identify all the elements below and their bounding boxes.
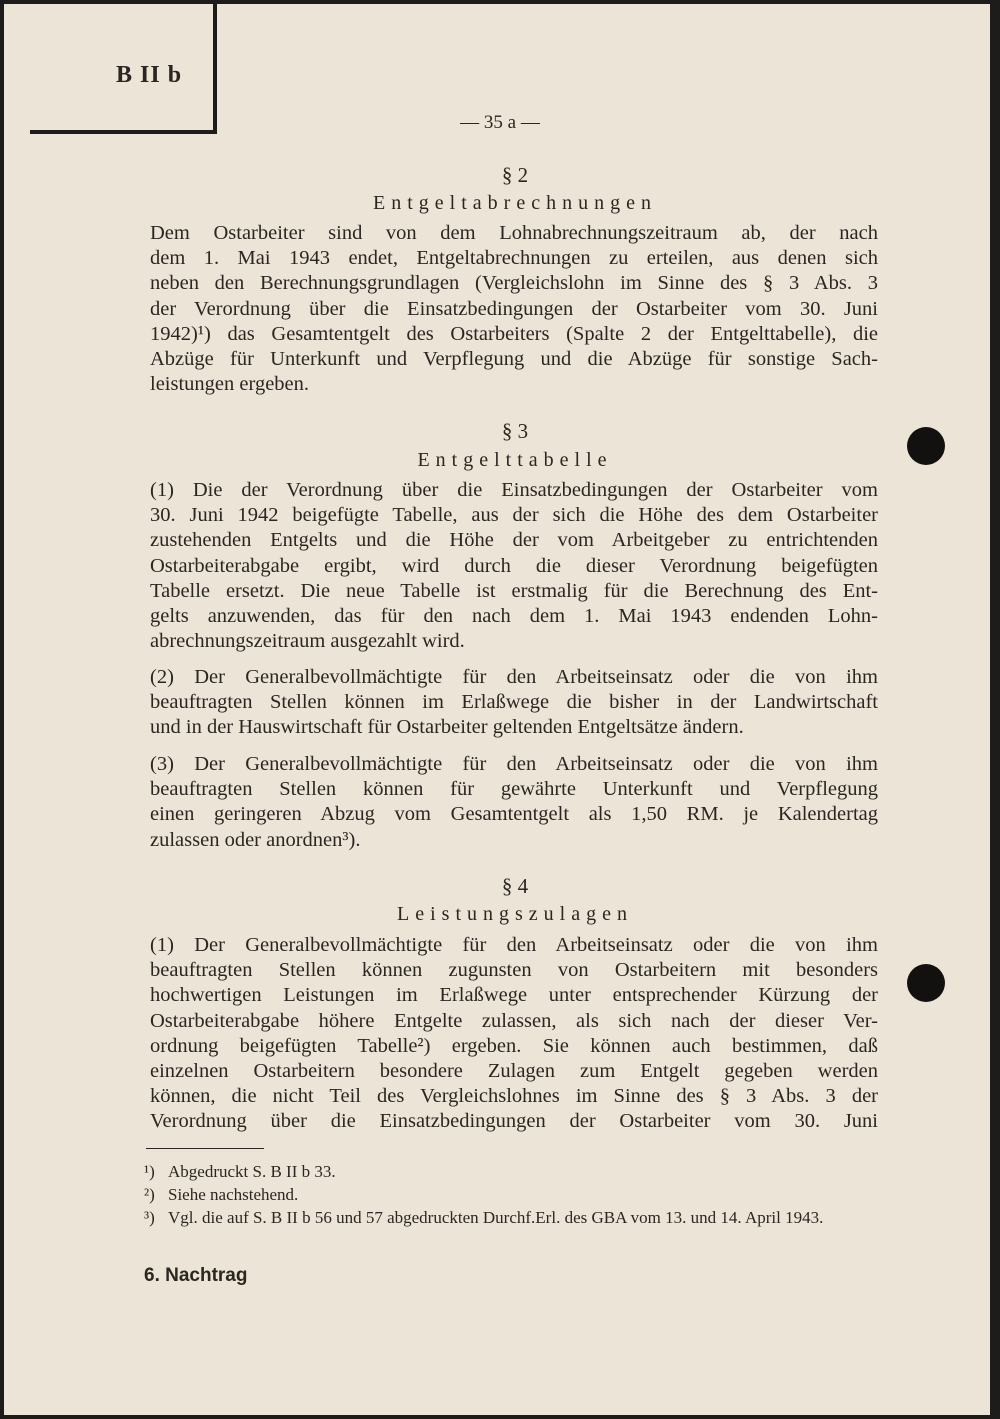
supplement-label: 6. Nachtrag: [144, 1265, 248, 1286]
footnote: [144, 1183, 874, 1206]
section-title: Leistungszulagen: [397, 903, 633, 925]
text-line: beauftragten Stellen können für gewährte Unterkunft und Verpflegung: [150, 778, 878, 801]
footnote: [144, 1160, 874, 1183]
text-line: Abzüge für Unterkunft und Verpflegung und die Abzüge für sonstige Sach-: [150, 348, 878, 371]
footnote-text: Abgedruckt S. B II b 33.: [168, 1162, 336, 1181]
footnote-text: Vgl. die auf S. B II b 56 und 57 abgedruckten Durchf.Erl. des GBA vom 13. und 14. April 1943.: [168, 1208, 824, 1227]
footnotes: [144, 1160, 874, 1229]
text-line: gelts anzuwenden, das für den nach dem 1. Mai 1943 endenden Lohn-: [150, 605, 878, 628]
text-line: zulassen oder anordnen³).: [150, 828, 361, 851]
paragraph: [150, 752, 878, 853]
text-line: (2) Der Generalbevollmächtigte für den Arbeitseinsatz oder die von ihm: [150, 666, 878, 688]
punch-hole-icon: [907, 964, 945, 1002]
page-number: — 35 a —: [460, 112, 540, 133]
paragraph: [150, 665, 878, 741]
text-line: einzelnen Ostarbeitern besondere Zulagen zum Entgelt gegeben werden: [150, 1060, 878, 1083]
text-line: und in der Hauswirtschaft für Ostarbeiter geltenden Entgeltsätze ändern.: [150, 716, 744, 739]
section-title: Entgelttabelle: [417, 449, 613, 471]
text-line: 30. Juni 1942 beigefügte Tabelle, aus der sich die Höhe des dem Ostarbeiter: [150, 504, 878, 527]
paragraph: [150, 221, 878, 397]
footnote-mark: ³): [144, 1208, 155, 1227]
text-line: (1) Der Generalbevollmächtigte für den Arbeitseinsatz oder die von ihm: [150, 934, 878, 956]
text-line: der Verordnung über die Einsatzbedingungen der Ostarbeiter vom 30. Juni: [150, 297, 878, 320]
text-line: Dem Ostarbeiter sind von dem Lohnabrechnungszeitraum ab, der nach: [150, 222, 878, 244]
text-line: Tabelle ersetzt. Die neue Tabelle ist erstmalig für die Berechnung des Ent-: [150, 579, 878, 602]
text-line: Verordnung über die Einsatzbedingungen der Ostarbeiter vom 30. Juni: [150, 1110, 878, 1133]
text-line: beauftragten Stellen können im Erlaßwege die bisher in der Landwirtschaft: [150, 691, 878, 714]
text-line: leistungen ergeben.: [150, 373, 310, 396]
section-title: Entgeltabrechnungen: [373, 192, 657, 214]
section-number: § 4: [501, 874, 529, 898]
footnote-divider: [146, 1148, 264, 1149]
tab-label: B II b: [116, 62, 183, 88]
text-line: dem 1. Mai 1943 endet, Entgeltabrechnungen zu erteilen, aus denen sich: [150, 247, 878, 270]
footnote-mark: ²): [144, 1185, 155, 1204]
text-line: Ostarbeiterabgabe höhere Entgelte zulassen, als sich nach der dieser Ver-: [150, 1009, 878, 1032]
text-line: 1942)¹) das Gesamtentgelt des Ostarbeiters (Spalte 2 der Entgelttabelle), die: [150, 322, 878, 345]
text-line: (3) Der Generalbevollmächtigte für den Arbeitseinsatz oder die von ihm: [150, 753, 878, 775]
text-line: beauftragten Stellen können zugunsten von Ostarbeitern mit besonders: [150, 959, 878, 982]
paragraph: [150, 933, 878, 1135]
footnote-text: Siehe nachstehend.: [168, 1185, 299, 1204]
text-line: Ostarbeiterabgabe ergibt, wird durch die dieser Verordnung beigefügten: [150, 554, 878, 577]
text-line: neben den Berechnungsgrundlagen (Vergleichslohn im Sinne des § 3 Abs. 3: [150, 272, 878, 295]
text-line: abrechnungszeitraum ausgezahlt wird.: [150, 630, 465, 653]
text-line: ordnung beigefügten Tabelle²) ergeben. Sie können auch bestimmen, daß: [150, 1034, 878, 1057]
text-line: einen geringeren Abzug vom Gesamtentgelt als 1,50 RM. je Kalendertag: [150, 803, 878, 826]
paragraph: [150, 478, 878, 654]
text-line: (1) Die der Verordnung über die Einsatzbedingungen der Ostarbeiter vom: [150, 479, 878, 501]
text-line: hochwertigen Leistungen im Erlaßwege unter entsprechender Kürzung der: [150, 984, 878, 1007]
footnote-mark: ¹): [144, 1162, 155, 1181]
text-line: zustehenden Entgelts und die Höhe der vom Arbeitgeber zu entrichtenden: [150, 529, 878, 552]
section-number: § 3: [501, 419, 529, 443]
footnote: [144, 1206, 874, 1229]
section-number: § 2: [501, 163, 529, 187]
text-line: können, die nicht Teil des Vergleichslohnes im Sinne des § 3 Abs. 3 der: [150, 1085, 878, 1108]
